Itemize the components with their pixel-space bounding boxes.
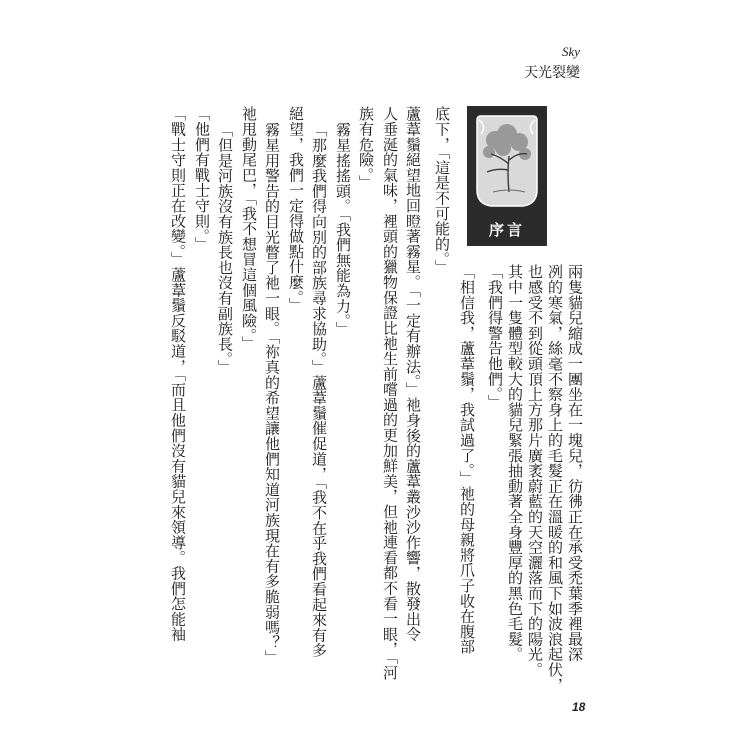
chapter-heading-box: [467, 106, 547, 246]
text-column: 冽的寒氣，絲毫不察身上的毛髮正在溫暖的和風下如波浪起伏，: [546, 264, 564, 693]
text-column: 兩隻貓兒縮成一團坐在一塊兒，彷彿正在承受禿葉季裡最深: [566, 264, 584, 662]
text-column: 「但是河族沒有族長也沒有副族長。」: [216, 122, 234, 375]
book-subtitle: 天光裂變: [524, 65, 580, 81]
text-column: 「那麼我們得向別的部族尋求協助。」蘆葦鬚催促道，「我不在乎我們看起來有多: [310, 122, 328, 658]
text-column: 絕望，我們一定得做點什麼。」: [287, 106, 305, 313]
page-number: 18: [572, 700, 586, 714]
text-column: 其中一隻體型較大的貓兒緊張抽動著全身豐厚的黑色毛髮。: [506, 264, 524, 662]
text-column: 「戰士守則正在改變。」蘆葦鬚反駁道，「而且他們沒有貓兒來領導。我們怎能袖: [169, 106, 187, 642]
text-column: 「他們有戰士守則。」: [193, 106, 211, 252]
text-column: 霧星用警告的目光瞥了祂一眼。「祢真的希望讓他們知道河族現在有多脆弱嗎？」: [263, 122, 281, 666]
text-column: 「相信我，蘆葦鬚，我試過了。」祂的母親將爪子收在腹部: [458, 264, 476, 655]
text-column: 族有危險。」: [357, 106, 375, 191]
book-title: Sky: [561, 44, 580, 59]
text-column: 「我們得警告他們。」: [486, 264, 504, 410]
text-column: 也感受不到從頭頂上方那片廣袤蔚藍的天空灑落而下的陽光。: [526, 264, 544, 678]
chapter-title: 序言: [488, 221, 525, 239]
text-column: 人垂涎的氣味，裡頭的獵物保證比祂生前嚐過的更加鮮美，但祂連看都不看一眼，「河: [381, 106, 399, 680]
text-column: 底下，「這是不可能的。」: [433, 106, 451, 275]
text-column: 蘆葦鬚絕望地回瞪著霧星。「一定有辦法。」祂身後的蘆葦叢沙沙作響，散發出令: [404, 106, 422, 642]
tree-illustration-icon: [473, 112, 541, 210]
text-column: 霧星搖搖頭。「我們無能為力。」: [334, 122, 352, 337]
text-column: 祂甩動尾巴，「我不想冒這個風險。」: [240, 106, 258, 352]
